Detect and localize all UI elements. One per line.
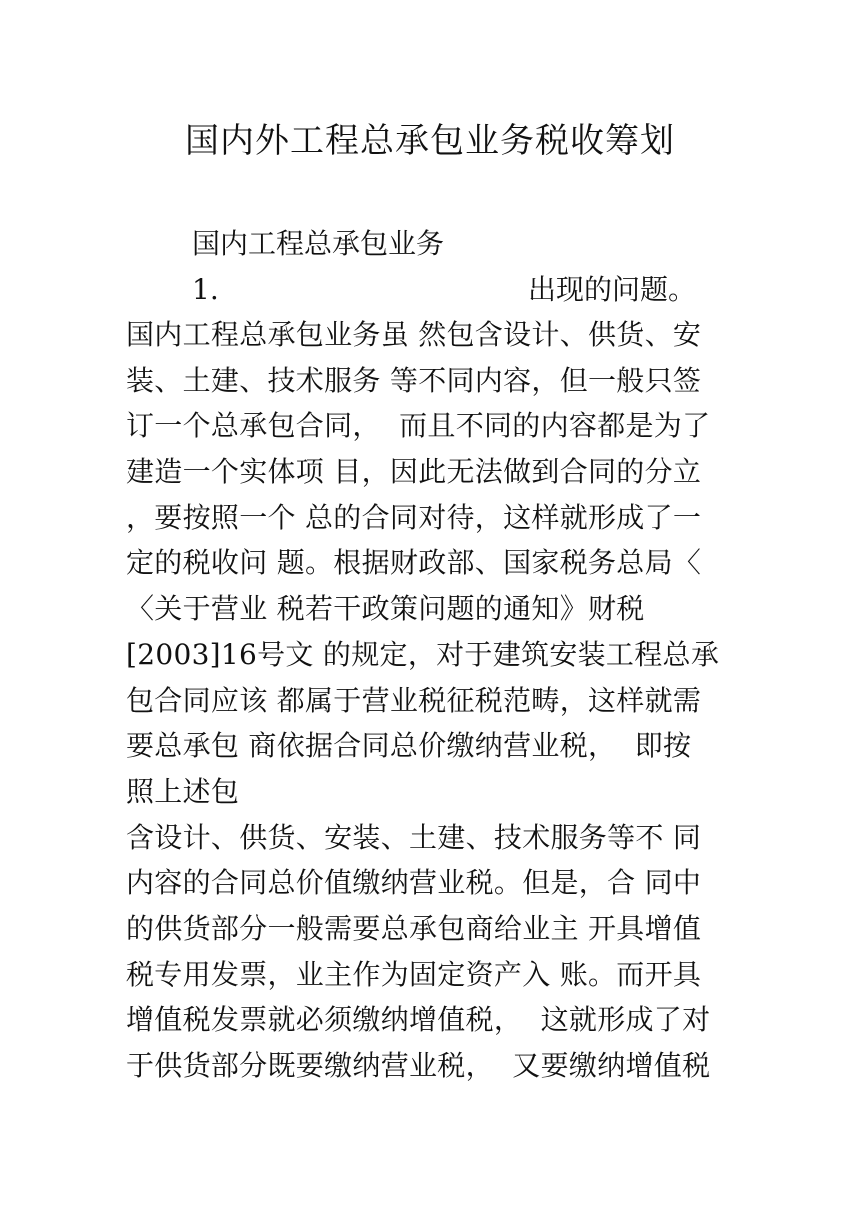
body-line: 定的税收问 题。根据财政部、国家税务总局〈 — [126, 546, 702, 580]
section-heading: 国内工程总承包业务 — [192, 227, 445, 260]
body-line: 照上述包 — [126, 774, 240, 808]
body-line: 〈关于营业 税若干政策问题的通知》财税 — [126, 592, 645, 626]
body-paragraph — [126, 312, 726, 1089]
document-title: 国内外工程总承包业务税收筹划 — [185, 121, 675, 161]
body-line: 内容的合同总价值缴纳营业税。但是，合 同中 — [126, 866, 702, 900]
body-line: 含设计、供货、安装、土建、技术服务等不 同 — [126, 820, 702, 854]
body-line: 包合同应该 都属于营业税征税范畴，这样就需 — [126, 683, 702, 717]
body-line: 建造一个实体项 目，因此无法做到合同的分立 — [126, 455, 702, 489]
body-line: 要总承包 商依据合同总价缴纳营业税， 即按 — [126, 729, 692, 763]
body-line: [2003]16号文 的规定，对于建筑安装工程总承 — [126, 637, 720, 671]
body-line: 于供货部分既要缴纳营业税， 又要缴纳增值税 — [126, 1049, 711, 1082]
body-line: ，要按照一个 总的合同对待，这样就形成了一 — [126, 500, 702, 534]
body-line: 国内工程总承包业务虽 然包含设计、供货、安 — [126, 318, 702, 351]
body-line: 增值税发票就必须缴纳增值税， 这就形成了对 — [126, 1003, 711, 1037]
body-line: 的供货部分一般需要总承包商给业主 开具增值 — [126, 911, 702, 945]
body-line: 订一个总承包合同， 而且不同的内容都是为了 — [126, 409, 711, 443]
item-title: 出现的问题。 — [528, 273, 697, 306]
body-line: 装、土建、技术服务 等不同内容，但一般只签 — [126, 363, 702, 397]
body-line: 税专用发票，业主作为固定资产入 账。而开具 — [126, 957, 702, 991]
item-number: 1. — [192, 273, 219, 306]
